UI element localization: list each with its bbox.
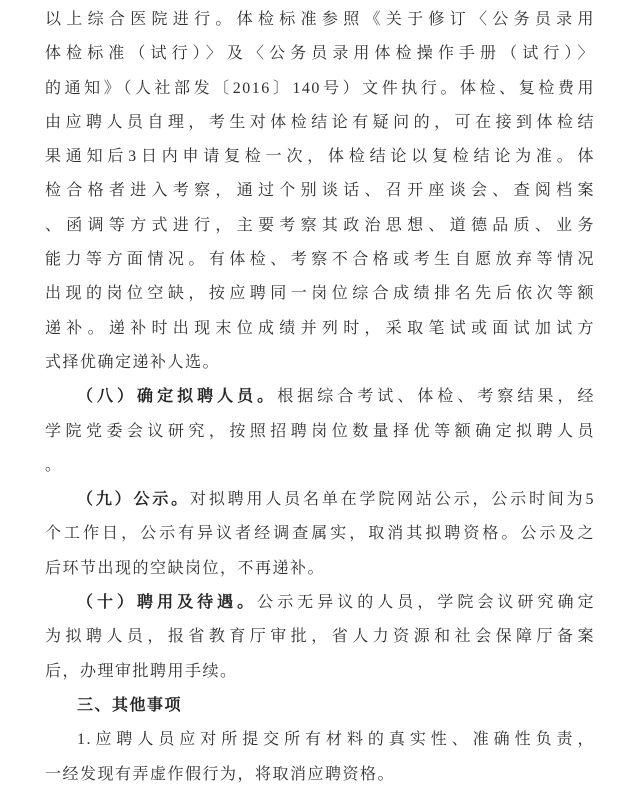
paragraph-section-10-employment: [45, 586, 595, 689]
line-text: 体检标准（试行）〉及〈公务员录用体检操作手册（试行）〉: [45, 45, 595, 63]
line-text: 果通知后3日内申请复检一次，体检结论以复检结论为准。体: [45, 148, 595, 166]
text-line: [45, 415, 595, 449]
line-text: 后环节出现的空缺岗位，不再递补。: [45, 559, 326, 577]
section-bold-lead: （十）聘用及待遇。: [77, 594, 258, 612]
line-text: 以上综合医院进行。体检标准参照《关于修订〈公务员录用: [45, 11, 595, 28]
text-line: [45, 277, 595, 311]
text-line: [45, 37, 595, 71]
line-text: 对拟聘用人员名单在学院网站公示，公示时间为5: [190, 491, 595, 509]
line-text: 根据综合考试、体检、考察结果，经: [277, 388, 595, 406]
section-bold-lead: （九）公示。: [77, 491, 190, 509]
document-body: [45, 3, 595, 791]
line-text: 一经发现有弄虚作假行为，将取消应聘资格。: [45, 765, 396, 783]
text-line: [45, 174, 595, 208]
text-line: [45, 449, 595, 483]
line-text: 检合格者进入考察，通过个别谈话、召开座谈会、查阅档案: [45, 182, 595, 200]
section-bold-lead: （八）确定拟聘人员。: [77, 388, 278, 406]
line-text: 后，办理审批聘用手续。: [45, 662, 238, 680]
paragraph-section-8-confirm-hires: [45, 380, 595, 483]
line-text: 公示无异议的人员，学院会议研究确定: [257, 594, 595, 612]
section-bold-lead: 三、其他事项: [77, 696, 183, 714]
text-line: [45, 106, 595, 140]
text-line: [45, 380, 595, 414]
line-text: 能力等方面情况。有体检、考察不合格或考生自愿放弃等情况: [45, 251, 595, 269]
line-text: 、函调等方式进行，主要考察其政治思想、道德品质、业务: [45, 216, 595, 234]
paragraph-medical-exam-body: [45, 3, 595, 380]
line-text: 出现的岗位空缺，按应聘同一岗位综合成绩排名先后依次等额: [45, 285, 595, 303]
text-line: [45, 552, 595, 586]
line-text: 。: [45, 456, 63, 474]
line-text: 个工作日，公示有异议者经调查属实，取消其拟聘资格。公示及之: [45, 525, 595, 543]
line-text: 式择优确定递补人选。: [45, 353, 221, 371]
text-line: [45, 140, 595, 174]
text-line: [45, 312, 595, 346]
text-line: [45, 483, 595, 517]
text-line: [45, 655, 595, 689]
line-text: 1.应聘人员应对所提交所有材料的真实性、准确性负责，: [77, 731, 595, 749]
line-text: 由应聘人员自理，考生对体检结论有疑问的，可在接到体检结: [45, 113, 595, 131]
line-text: 递补。递补时出现末位成绩并列时，采取笔试或面试加试方: [45, 319, 595, 337]
text-line: [45, 586, 595, 620]
line-text: 为拟聘人员，报省教育厅审批，省人力资源和社会保障厅备案: [45, 628, 595, 646]
text-line: [45, 517, 595, 551]
paragraph-other-matters-item-1: [45, 723, 595, 791]
text-line: [45, 209, 595, 243]
text-line: [45, 243, 595, 277]
text-line: [45, 72, 595, 106]
paragraph-heading-3-other-matters: [45, 689, 595, 723]
text-line: [45, 758, 595, 791]
text-line: [45, 689, 595, 723]
text-line: [45, 723, 595, 757]
paragraph-section-9-public-notice: [45, 483, 595, 586]
text-line: [45, 346, 595, 380]
line-text: 学院党委会议研究，按照招聘岗位数量择优等额确定拟聘人员: [45, 422, 595, 440]
text-line: [45, 3, 595, 37]
text-line: [45, 620, 595, 654]
line-text: 的通知》（人社部发〔2016〕140号）文件执行。体检、复检费用: [45, 79, 595, 97]
